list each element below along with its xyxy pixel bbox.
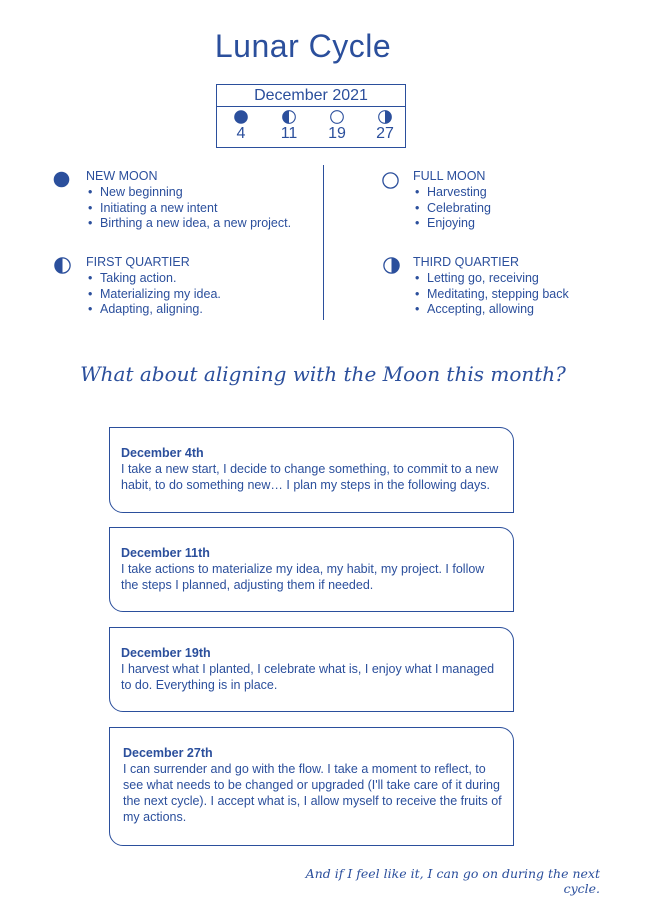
phase-list: [86, 185, 316, 232]
full-moon-icon: [330, 110, 344, 124]
page-title: Lunar Cycle: [214, 28, 392, 64]
phase-list: [413, 271, 633, 318]
list-item: • Adapting, aligning.: [86, 302, 316, 318]
calendar-box: [216, 84, 406, 148]
calendar-day-number: 27: [376, 125, 394, 142]
calendar-day-number: 19: [328, 125, 346, 142]
entry-date: December 11th: [121, 546, 210, 560]
list-item: • Materializing my idea.: [86, 287, 316, 303]
phase-title: NEW MOON: [86, 169, 158, 183]
entry-text: I take a new start, I decide to change something, to commit to a new habit, to do something new… I plan my steps in the following days.: [121, 462, 499, 492]
list-item: • Initiating a new intent: [86, 201, 316, 217]
list-item: • Celebrating: [413, 201, 633, 217]
phase-list: [86, 271, 316, 318]
calendar-day: [317, 110, 357, 143]
calendar-day: [269, 110, 309, 143]
entry-text: I harvest what I planted, I celebrate what is, I enjoy what I managed to do. Everything is in place.: [121, 662, 495, 692]
list-item: • Birthing a new idea, a new project.: [86, 216, 316, 232]
first-quarter-icon: [54, 257, 71, 274]
entry-card: [109, 727, 514, 846]
list-item: • Taking action.: [86, 271, 316, 287]
phase-new-moon: [86, 169, 316, 232]
third-quarter-icon: [378, 110, 392, 124]
entry-card: [109, 627, 514, 712]
entry-date: December 27th: [123, 746, 213, 760]
phase-title: THIRD QUARTIER: [413, 255, 520, 269]
calendar-day-number: 11: [280, 125, 298, 142]
phase-third-quarter: [413, 255, 633, 318]
first-quarter-icon: [282, 110, 296, 124]
phase-full-moon: [413, 169, 633, 232]
calendar-days: [217, 107, 405, 148]
entry-text: I can surrender and go with the flow. I take a moment to reflect, to see what needs to be changed or upgraded (I'll take care of it during the next cycle). I accept what is, I allow myself to receive the fruits of my actions.: [123, 762, 502, 824]
list-item: • Accepting, allowing: [413, 302, 633, 318]
list-item: • Harvesting: [413, 185, 633, 201]
calendar-day-number: 4: [236, 125, 246, 142]
third-quarter-icon: [383, 257, 400, 274]
section-heading: What about aligning with the Moon this month?: [80, 362, 566, 386]
entry-card: [109, 527, 514, 612]
calendar-day: [365, 110, 405, 143]
entry-card: [109, 427, 514, 513]
phase-first-quarter: [86, 255, 316, 318]
phase-divider: [323, 165, 324, 320]
phase-title: FULL MOON: [413, 169, 486, 183]
entry-text: I take actions to materialize my idea, my habit, my project. I follow the steps I planned, adjusting them if needed.: [121, 562, 485, 592]
footer-note: And if I feel like it, I can go on during the next cycle.: [305, 866, 600, 896]
list-item: • New beginning: [86, 185, 316, 201]
calendar-month: December 2021: [217, 85, 405, 107]
new-moon-icon: [53, 171, 70, 188]
new-moon-icon: [234, 110, 248, 124]
phase-title: FIRST QUARTIER: [86, 255, 190, 269]
phase-list: [413, 185, 633, 232]
entry-date: December 19th: [121, 646, 211, 660]
calendar-day: [221, 110, 261, 143]
list-item: • Meditating, stepping back: [413, 287, 633, 303]
list-item: • Enjoying: [413, 216, 633, 232]
entry-date: December 4th: [121, 446, 204, 460]
list-item: • Letting go, receiving: [413, 271, 633, 287]
full-moon-icon: [382, 172, 399, 189]
